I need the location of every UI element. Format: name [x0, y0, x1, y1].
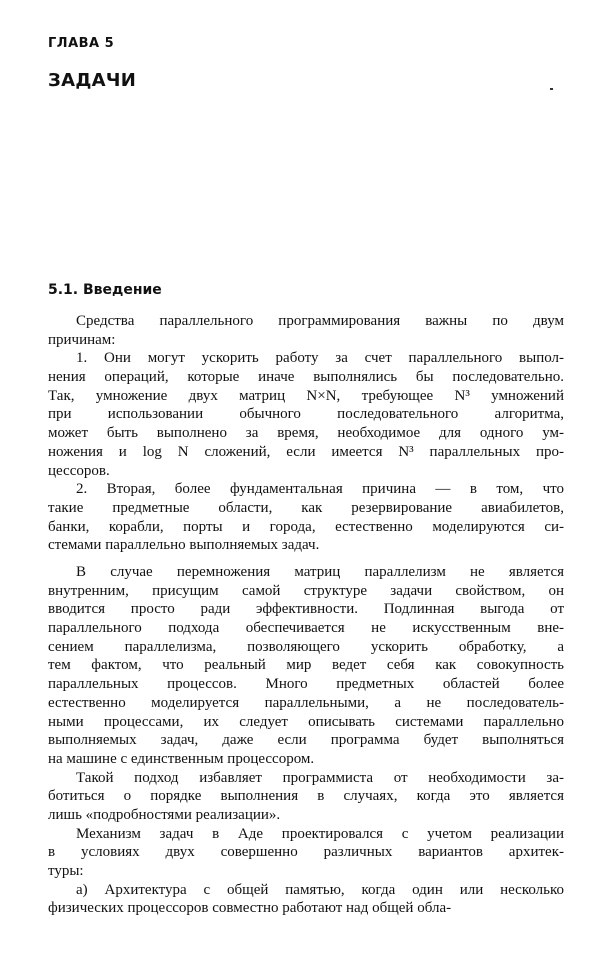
text-line: причинам: — [48, 331, 116, 348]
chapter-label: ГЛАВА 5 — [48, 36, 115, 51]
text-line: ботиться о порядке выполнения в случаях, когда это является — [48, 788, 564, 805]
text-line: параллельного подхода обеспечивается не искусственным вне- — [48, 620, 564, 637]
text-line: цессоров. — [48, 462, 110, 479]
text-line: на машине с единственным процессором. — [48, 750, 315, 767]
paragraph-block-introduction — [48, 312, 564, 555]
text-line: вводится просто ради эффективности. Подлинная выгода от — [48, 601, 564, 618]
text-line: внутренним, присущим самой структуре задачи свойством, он — [48, 582, 564, 599]
text-line: тем фактом, что реальный мир ведет себя как совокупность — [48, 657, 564, 674]
text-line: нения операций, которые иначе выполнялись бы последовательно. — [48, 369, 564, 386]
text-line: а) Архитектура с общей памятью, когда один или несколько — [76, 881, 564, 898]
text-line: ножения и log N сложений, если имеется N³ параллельных про- — [48, 443, 564, 460]
text-line: стемами параллельно выполняемых задач. — [48, 537, 320, 554]
section-heading: 5.1. Введение — [48, 282, 162, 298]
text-line: сением параллелизма, позволяющего ускорить обработку, а — [48, 638, 564, 655]
text-line: Так, умножение двух матриц N×N, требующее N³ умножений — [48, 387, 564, 404]
text-line: 2. Вторая, более фундаментальная причина — в том, что — [76, 481, 564, 498]
text-line: выполняемых задач, даже если программа будет выполняться — [48, 732, 564, 749]
text-line: лишь «подробностями реализации». — [48, 806, 281, 823]
text-line: физических процессоров совместно работают над общей обла- — [48, 900, 452, 917]
text-line: банки, корабли, порты и города, естественно моделируются си- — [48, 518, 564, 535]
text-line: естественно моделируется параллельными, а не последователь- — [48, 694, 564, 711]
text-line: при использовании обычного последовательного алгоритма, — [48, 406, 564, 423]
text-line: Такой подход избавляет программиста от необходимости за- — [76, 769, 564, 786]
text-line: такие предметные области, как резервирование авиабилетов, — [48, 499, 564, 516]
text-line: Средства параллельного программирования важны по двум — [76, 313, 564, 329]
text-line: туры: — [48, 863, 84, 879]
text-line: Механизм задач в Аде проектировался с учетом реализации — [76, 825, 564, 842]
text-line: параллельных процессов. Много предметных областей более — [48, 676, 564, 693]
paragraph-block-matrices — [48, 563, 564, 918]
text-line: ными процессами, их следует описывать системами параллельно — [48, 713, 564, 730]
chapter-title: ЗАДАЧИ — [48, 70, 137, 91]
text-line: В случае перемножения матриц параллелизм не является — [76, 564, 564, 580]
text-line: может быть выполнено за время, необходимое для одного ум- — [48, 425, 564, 442]
text-line: в условиях двух совершенно различных вариантов архитек- — [48, 844, 564, 861]
print-mark — [550, 88, 553, 90]
text-line: 1. Они могут ускорить работу за счет параллельного выпол- — [76, 350, 564, 367]
